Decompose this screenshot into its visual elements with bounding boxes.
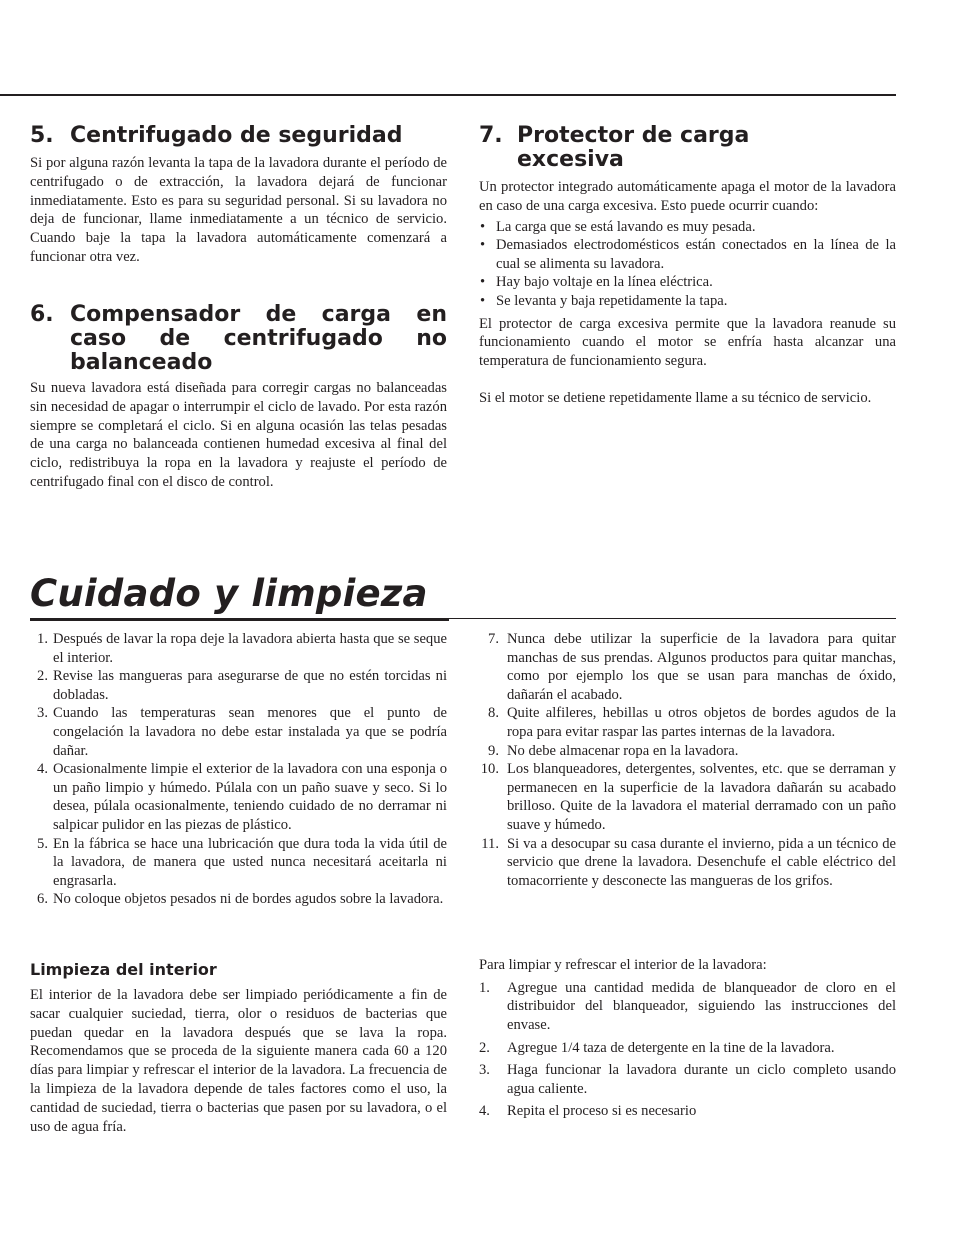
section-number: 5. [30,123,54,148]
section-title: Centrifugado de seguridad [70,123,403,148]
list-item: 2. Agregue 1/4 taza de detergente en la tine de la lavadora. [479,1039,835,1056]
section-6-heading [30,303,447,375]
section-7-paragraph: El protector de carga excesiva permite que la lavadora reanude su funcionamiento cuando el motor se enfría hasta alcanzar una temperatura de funcionamiento segura. [479,315,896,370]
list-item: 6. No coloque objetos pesados ni de bordes agudos sobre la lavadora. [37,891,444,908]
list-item: • Hay bajo voltaje en la línea eléctrica. [479,273,896,292]
list-item: 3. Haga funcionar la lavadora durante un ciclo completo usando agua caliente. [479,1062,896,1097]
section-title: Protector de carga excesiva [517,123,750,172]
list-item: 3. Cuando las temperaturas sean menores que el punto de congelación la lavadora no debe estar instalada ya que se podría dañar. [37,705,447,759]
section-7-intro: Un protector integrado automáticamente apaga el motor de la lavadora en caso de una carga excesiva. Esto puede ocurrir cuando: [479,179,896,214]
care-list-left [30,630,447,909]
list-item: • Demasiados electrodomésticos están conectados en la línea de la cual se alimenta su lavadora. [479,236,896,273]
list-item: 4. Ocasionalmente limpie el exterior de la lavadora con una esponja o un paño limpio y húmedo. Púlala con un paño suave y seco. Si lo desea, púlala ocasionalmente, teniendo cuidado de no derramar ni salpicar pulidor en las piezas de plástico. [37,761,447,833]
interior-steps [479,956,896,1125]
care-list-right [479,630,896,890]
section-5-body: Si por alguna razón levanta la tapa de la lavadora durante el período de centrifugado o de extracción, la lavadora dejará de funcionar inmediatamente. Esto es para su seguridad personal. Si su lavadora no deja de funcionar, llame inmediatamente a un técnico de servicio. Cuando baje la tapa la lavadora automáticamente comenzará a funcionar otra vez. [30,155,447,265]
list-item: 11. Si va a desocupar su casa durante el invierno, pida a un técnico de servicio que drene la lavadora. Desenchufe el cable eléctrico del tomacorriente y desconecte las mangueras de los grifos. [481,835,896,889]
list-item: 1. Después de lavar la ropa deje la lavadora abierta hasta que se seque el interior. [37,631,447,666]
list-item: 1. Agregue una cantidad medida de blanqueador de cloro en el distribuidor del blanqueador, siguiendo las instrucciones del envase. [479,979,896,1033]
cleaning-steps-list [479,979,896,1121]
section-5-heading [30,124,447,148]
section-7-paragraph: Si el motor se detiene repetidamente llame a su técnico de servicio. [479,389,872,406]
list-item: • Se levanta y baja repetidamente la tapa. [479,292,896,311]
list-item: 10. Los blanqueadores, detergentes, solventes, etc. que se derraman y permanecen en la superficie de la lavadora dañarán su acabado brilloso. Quite de la lavadora el material derramado con un paño suave y húmedo. [480,761,896,833]
list-item: 7. Nunca debe utilizar la superficie de la lavadora para quitar manchas de sus prendas. Algunos productos para quitar manchas, como por ejemplo los que se usan para manchas de óxido, dañarán el acabado. [488,631,896,703]
section-title: Compensador de carga en caso de centrifugado no balanceado [70,302,447,375]
top-rule [0,94,896,96]
list-item: 4. Repita el proceso si es necesario [479,1103,697,1120]
list-item: • La carga que se está lavando es muy pesada. [479,218,896,237]
section-6 [30,303,447,492]
section-number: 6. [30,302,54,327]
list-item: 2. Revise las mangueras para asegurarse de que no estén torcidas ni dobladas. [37,668,447,703]
page-title: Cuidado y limpieza [30,572,428,615]
list-item: 8. Quite alfileres, hebillas u otros objetos de bordes agudos de la ropa para evitar raspar las partes internas de la lavadora. [488,705,896,740]
section-7-heading [479,124,777,172]
list-item: 5. En la fábrica se hace una lubricación que dura toda la vida útil de la lavadora, de manera que usted nunca necesitará aceitarla ni engrasarla. [37,835,447,889]
section-6-body: Su nueva lavadora está diseñada para corregir cargas no balanceadas sin necesidad de apagar o interrumpir el ciclo de lavado. Por esta razón siempre se completará el ciclo. Si en alguna ocasión las telas pesadas de una carga no balanceada contienen humedad excesiva al final del ciclo, redistribuya la ropa en la lavadora y reajuste el período de centrifugado final con el disco de control. [30,380,447,490]
interior-body: El interior de la lavadora debe ser limpiado periódicamente a fin de sacar cualquier suciedad, tierra, olor o residuos de bacterias que puedan quedar en la lavadora después que se lava la ropa. Recomendamos que se proceda de la siguiente manera cada 60 a 120 días para limpiar y refrescar el interior de la lavadora. La frecuencia de la limpieza de la lavadora depende de tales factores como el uso, la cantidad de suciedad, tierra o bacterias que pasen por su lavadora, o el uso de agua fría. [30,987,447,1135]
list-item: 9. No debe almacenar ropa en la lavadora. [488,742,739,759]
interior-intro: Para limpiar y refrescar el interior de la lavadora: [479,957,767,973]
title-rule-left-thick [30,618,449,621]
interior-cleaning [30,960,447,1136]
section-7 [479,124,896,408]
section-5 [30,124,447,267]
subsection-title: Limpieza del interior [30,960,217,979]
overload-causes-list [479,218,896,311]
section-number: 7. [479,123,503,148]
